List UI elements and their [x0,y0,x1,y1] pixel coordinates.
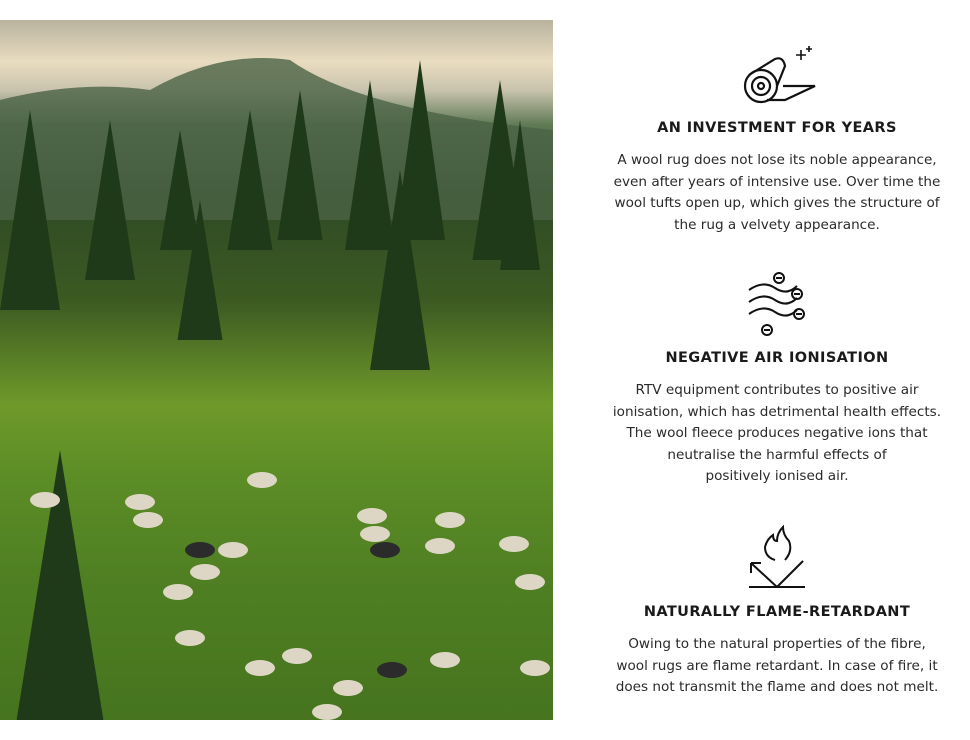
landscape-photo [0,20,553,720]
tree-shape [15,450,105,720]
sheep-shape [430,652,460,668]
landscape-illustration [0,20,553,720]
sheep-shape [185,542,215,558]
text-line: neutralise the harmful effects of [667,446,887,463]
sheep-shape [218,542,248,558]
sheep-shape [125,494,155,510]
sheep-shape [190,564,220,580]
sheep-shape [175,630,205,646]
sheep-shape [360,526,390,542]
feature-title: NEGATIVE AIR IONISATION [665,350,889,366]
text-line: A wool rug does not lose its noble appearance, [617,152,937,168]
sheep-shape [333,680,363,696]
sheep-shape [377,662,407,678]
sheep-shape [499,536,529,552]
feature-description [600,150,954,236]
sheep-shape [520,660,550,676]
sheep-shape [312,704,342,720]
feature-title: AN INVESTMENT FOR YEARS [657,120,897,136]
text-line: does not transmit the flame and does not melt. [615,679,939,695]
negative-ions-icon [745,270,809,338]
feature-3 [600,525,954,725]
text-line: Owing to the natural properties of the fibre, [628,636,926,652]
sheep-shape [282,648,312,664]
sheep-shape [163,584,193,600]
feature-description [600,634,954,699]
feature-2 [600,270,954,500]
sheep-shape [515,574,545,590]
sheep-shape [370,542,400,558]
text-line: even after years of intensive use. Over time the [613,173,941,190]
feature-1 [600,40,954,240]
text-line: RTV equipment contributes to positive air [635,382,919,398]
flame-retardant-icon [745,525,809,593]
sheep-shape [425,538,455,554]
text-line: ionisation, which has detrimental health effects. [612,403,942,420]
sheep-shape [245,660,275,676]
sheep-shape [133,512,163,528]
sheep-shape [30,492,60,508]
feature-title: NATURALLY FLAME-RETARDANT [643,604,911,620]
text-line: the rug a velvety appearance. [674,216,880,233]
sheep-shape [247,472,277,488]
rolled-rug-icon [737,42,817,110]
text-line: wool tufts open up, which gives the structure of [614,195,940,211]
text-line: The wool fleece produces negative ions that [626,425,928,441]
feature-description [600,380,954,488]
sheep-shape [435,512,465,528]
text-line: positively ionised air. [705,468,849,484]
text-line: wool rugs are flame retardant. In case of fire, it [616,657,938,674]
sheep-shape [357,508,387,524]
